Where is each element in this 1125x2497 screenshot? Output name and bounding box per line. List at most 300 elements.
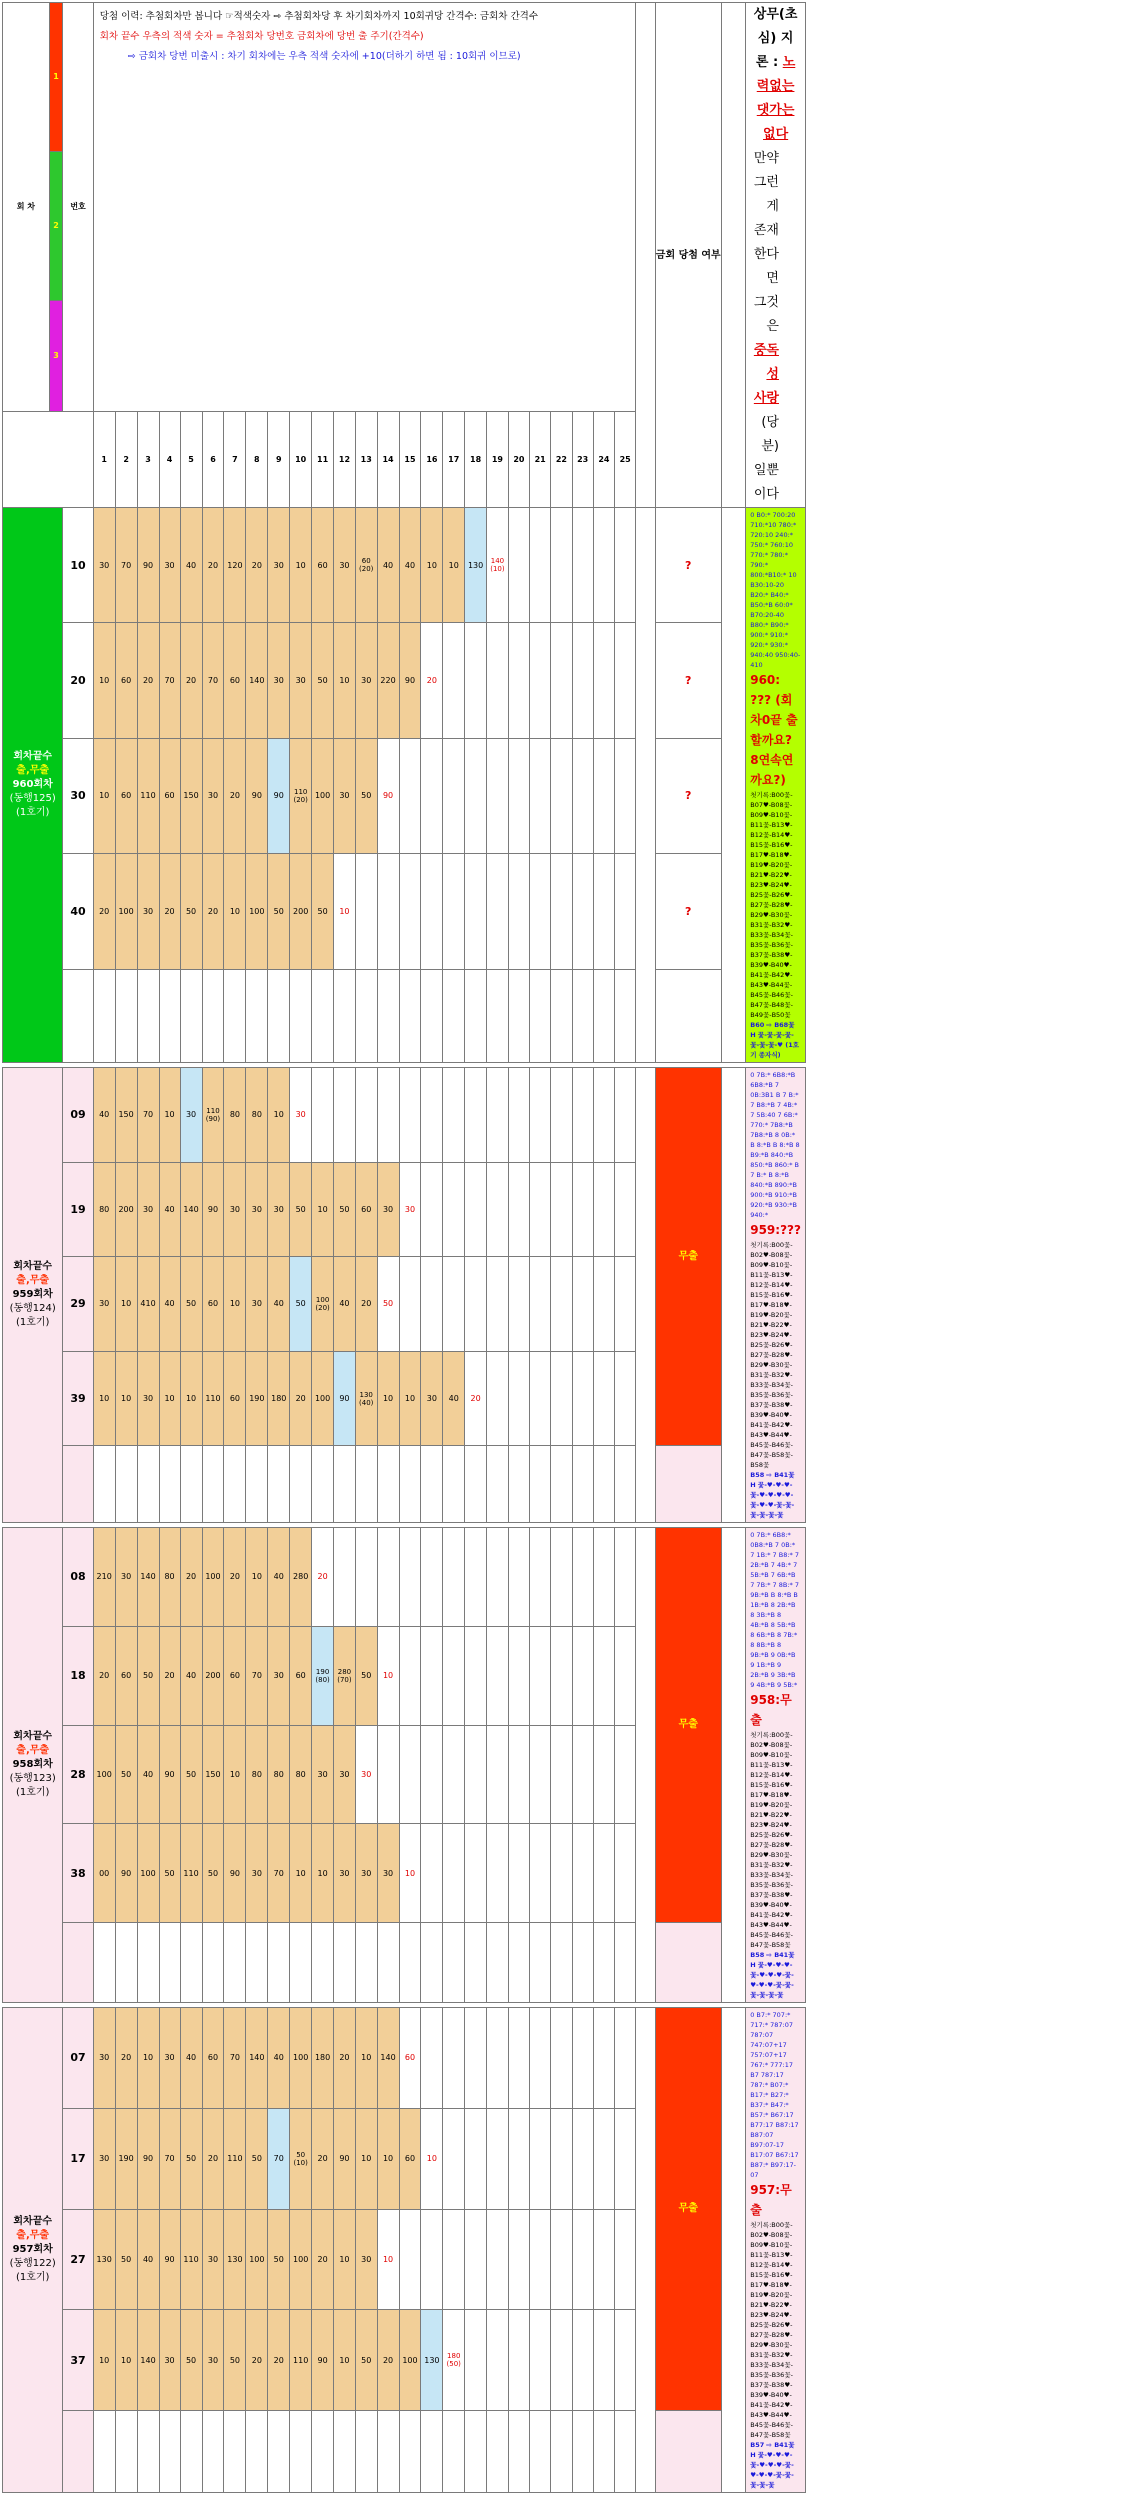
interval-cell: 70 — [159, 623, 180, 738]
empty-cell — [202, 2411, 224, 2493]
empty-cell — [593, 2209, 614, 2310]
empty-cell — [530, 1824, 551, 1923]
interval-cell: 50 — [268, 854, 290, 969]
empty-cell — [530, 1528, 551, 1627]
interval-cell: 20 — [202, 854, 224, 969]
status-blank — [655, 1446, 721, 1523]
empty-cell — [487, 1446, 509, 1523]
block-label-line: 959회차 — [3, 1288, 62, 1302]
block-label-line: 출,무출 — [3, 1744, 62, 1758]
interval-cell: 90 — [246, 738, 268, 853]
interval-cell: 30 — [290, 1068, 312, 1163]
interval-cell: 10 — [421, 2108, 443, 2209]
interval-cell: 20 — [246, 508, 268, 623]
empty-cell — [572, 623, 593, 738]
interval-cell: 10 — [377, 2108, 399, 2209]
empty-cell — [312, 1923, 334, 2003]
empty-cell — [399, 2209, 421, 2310]
empty-cell — [355, 854, 377, 969]
analysis-note — [746, 1068, 806, 1523]
note-top: 0 7B:* 6B8:*B 6B8:*B 7 0B:3B1 B 7 B:* 7 B8:*B 7 4B:* 7 5B:40 7 6B:* 770:* 7B8:*B 7B8:*B 8 0B:* B 8:*B B 8:*B 8 B9:*B 840:*B 850:*B 860:* B 7 B:* B 8:*B 840:*B 890:*B 900:*B 910:*B 920:*B 930:*B 940:* — [750, 1070, 801, 1220]
interval-cell: 140 — [377, 2008, 399, 2109]
spreadsheet — [0, 0, 1125, 692]
motto-line-2: 만약 그런게 존재한다면 — [752, 147, 799, 291]
interval-cell: 40 — [159, 1162, 180, 1257]
interval-cell: 140 — [246, 623, 268, 738]
interval-cell: 210 — [93, 1528, 115, 1627]
empty-cell — [399, 1923, 421, 2003]
empty-cell — [551, 623, 572, 738]
empty-cell — [615, 1626, 636, 1725]
spacer — [721, 2008, 746, 2493]
interval-cell: 50 — [115, 1725, 137, 1824]
interval-cell: 30 — [159, 2008, 180, 2109]
block-label-line: (동행122) — [3, 2257, 62, 2271]
empty-cell — [268, 969, 290, 1062]
interval-cell: 60 (20) — [355, 508, 377, 623]
empty-cell — [224, 1923, 246, 2003]
interval-cell: 90 — [137, 508, 159, 623]
interval-cell: 10 — [224, 1257, 246, 1352]
empty-cell — [377, 854, 399, 969]
interval-cell: 30 — [246, 1824, 268, 1923]
interval-cell: 50 — [180, 2108, 202, 2209]
interval-cell: 50 — [159, 1824, 180, 1923]
interval-cell: 100 — [246, 2209, 268, 2310]
empty-cell — [377, 1923, 399, 2003]
empty-cell — [465, 623, 487, 738]
empty-cell — [530, 2108, 551, 2209]
interval-cell: 110 — [290, 2310, 312, 2411]
interval-cell: 30 — [93, 508, 115, 623]
interval-cell: 80 — [246, 1725, 268, 1824]
empty-cell — [487, 1068, 509, 1163]
empty-cell — [290, 1923, 312, 2003]
spacer — [721, 3, 746, 508]
interval-cell: 10 — [93, 738, 115, 853]
interval-cell: 10 — [421, 508, 443, 623]
info-panel — [93, 3, 636, 412]
interval-cell: 190 — [246, 1351, 268, 1446]
indicator-2: 2 — [49, 151, 63, 300]
empty-cell — [615, 1725, 636, 1824]
interval-cell: 20 — [355, 1257, 377, 1352]
col-number: 20 — [508, 411, 529, 507]
interval-cell: 60 — [115, 1626, 137, 1725]
col-number: 14 — [377, 411, 399, 507]
empty-cell — [399, 854, 421, 969]
empty-cell — [355, 1528, 377, 1627]
block-label-line: 출,무출 — [3, 764, 62, 778]
status-blank — [655, 2411, 721, 2493]
block-label-line: (1호기) — [3, 806, 62, 820]
empty-cell — [180, 1923, 202, 2003]
empty-cell — [377, 1446, 399, 1523]
empty-cell — [137, 969, 159, 1062]
empty-cell — [530, 2008, 551, 2109]
interval-cell: 50 (10) — [290, 2108, 312, 2209]
indicator-3: 3 — [49, 300, 63, 411]
interval-cell: 180 — [312, 2008, 334, 2109]
empty-cell — [593, 1351, 614, 1446]
empty-cell — [465, 2310, 487, 2411]
empty-cell — [593, 738, 614, 853]
status-question: ? — [655, 854, 721, 969]
empty-cell — [508, 1351, 529, 1446]
interval-cell: 40 — [137, 1725, 159, 1824]
empty-cell — [530, 854, 551, 969]
empty-cell — [615, 2310, 636, 2411]
interval-cell: 60 — [399, 2008, 421, 2109]
interval-cell: 30 — [93, 1257, 115, 1352]
empty-cell — [137, 2411, 159, 2493]
interval-cell: 50 — [355, 2310, 377, 2411]
interval-cell: 50 — [137, 1626, 159, 1725]
info-line-3: ⇨ 금회차 당번 미출시 : 차기 회차에는 우측 적색 숫자에 +10(더하기 하면 됨 : 10회귀 이므로) — [100, 47, 630, 67]
empty-cell — [487, 2310, 509, 2411]
row-number: 28 — [63, 1725, 93, 1824]
interval-cell: 50 — [290, 1257, 312, 1352]
block-label — [3, 508, 63, 1063]
interval-cell: 90 — [224, 1824, 246, 1923]
interval-cell: 10 — [93, 623, 115, 738]
col-number: 22 — [551, 411, 572, 507]
empty-cell — [615, 1446, 636, 1523]
motto-highlight: 노력없는 댓가는 없다 — [757, 55, 796, 142]
empty-cell — [421, 1626, 443, 1725]
empty-cell — [246, 969, 268, 1062]
block-label-line: 회차끝수 — [3, 1260, 62, 1274]
empty-cell — [572, 1257, 593, 1352]
interval-cell: 60 — [202, 1257, 224, 1352]
row-number-blank — [63, 969, 93, 1062]
empty-cell — [377, 1528, 399, 1627]
empty-cell — [508, 738, 529, 853]
empty-cell — [443, 623, 465, 738]
empty-cell — [443, 2209, 465, 2310]
interval-cell: 100 — [290, 2209, 312, 2310]
interval-cell: 70 — [224, 2008, 246, 2109]
interval-cell: 80 — [93, 1162, 115, 1257]
row-number-blank — [63, 1446, 93, 1523]
col-number: 24 — [593, 411, 614, 507]
block-label-line: 출,무출 — [3, 2229, 62, 2243]
interval-cell: 20 — [268, 2310, 290, 2411]
interval-cell: 30 — [246, 1257, 268, 1352]
status-question: ? — [655, 508, 721, 623]
interval-cell: 90 — [159, 1725, 180, 1824]
interval-cell: 50 — [224, 2310, 246, 2411]
interval-cell: 20 — [202, 508, 224, 623]
empty-cell — [377, 2411, 399, 2493]
empty-cell — [593, 2411, 614, 2493]
spacer — [636, 1068, 655, 1523]
interval-cell: 150 — [202, 1725, 224, 1824]
info-line-2: 회차 끝수 우측의 적색 숫자 = 추첨회차 당번호 금회차에 당번 출 주기(간격수) — [100, 27, 630, 47]
empty-cell — [615, 1528, 636, 1627]
motto-line-3 — [752, 291, 799, 507]
empty-cell — [572, 1068, 593, 1163]
empty-cell — [137, 1446, 159, 1523]
hoecha-label: 회 차 — [3, 3, 50, 412]
interval-cell: 20 — [137, 623, 159, 738]
row-number: 27 — [63, 2209, 93, 2310]
interval-cell: 30 — [421, 1351, 443, 1446]
indicator-1: 1 — [49, 3, 63, 152]
interval-cell: 30 — [312, 1725, 334, 1824]
empty-cell — [443, 2008, 465, 2109]
interval-cell: 90 — [115, 1824, 137, 1923]
empty-cell — [551, 2209, 572, 2310]
empty-cell — [615, 1162, 636, 1257]
empty-cell — [508, 1923, 529, 2003]
empty-cell — [551, 1626, 572, 1725]
interval-cell: 50 — [115, 2209, 137, 2310]
interval-cell: 100 — [93, 1725, 115, 1824]
interval-cell: 70 — [268, 2108, 290, 2209]
col-number: 10 — [290, 411, 312, 507]
interval-cell: 40 — [334, 1257, 356, 1352]
empty-cell — [593, 508, 614, 623]
empty-cell — [487, 1162, 509, 1257]
note-tail: B58 ⇨ B41꽃 H 꽃-♥-♥-♥-꽃-♥-♥-♥-♥-꽃-♥-♥-꽃-꽃-꽃-꽃-꽃-꽃 — [750, 1470, 801, 1520]
interval-cell: 100 — [137, 1824, 159, 1923]
empty-cell — [530, 2411, 551, 2493]
interval-cell: 220 — [377, 623, 399, 738]
interval-cell: 150 — [115, 1068, 137, 1163]
col-number: 17 — [443, 411, 465, 507]
empty-cell — [421, 1162, 443, 1257]
note-body: 첫기록:B00꽃-B02♥-B08꽃-B09♥-B10꽃-B11꽃-B13♥-B12꽃-B14♥-B15꽃-B16♥-B17♥-B18♥-B19♥-B20꽃-B21♥-B22♥-B23♥-B24♥-B25꽃-B26♥-B27꽃-B28♥-B29♥-B30꽃-B31꽃-B32♥-B33꽃-B34꽃-B35꽃-B36꽃-B37꽃-B38♥-B39♥-B40♥-B41꽃-B42♥-B43♥-B44♥-B45꽃-B46꽃-B47꽃-B58꽃 — [750, 1730, 801, 1950]
interval-cell: 100 — [115, 854, 137, 969]
note-top: 0 B7:* 707:* 717:* 787:07 787:07 747:07+17 757:07+17 767:* 777:17 B7 787:17 787:* B07:* B17:* B27:* B37:* B47:* B57:* B67:17 B77:17 B87:17 B87:07 B97:07-17 B17:07 B67:17 B87:* B97:17-07 — [750, 2010, 801, 2180]
empty-cell — [487, 969, 509, 1062]
interval-cell: 10 — [224, 1725, 246, 1824]
interval-cell: 50 — [312, 854, 334, 969]
interval-cell: 40 — [93, 1068, 115, 1163]
interval-cell: 10 — [93, 2310, 115, 2411]
empty-cell — [615, 1824, 636, 1923]
empty-cell — [180, 1446, 202, 1523]
empty-cell — [530, 1351, 551, 1446]
interval-cell: 20 — [312, 2108, 334, 2209]
empty-cell — [615, 738, 636, 853]
interval-cell: 10 — [312, 1824, 334, 1923]
interval-cell: 40 — [137, 2209, 159, 2310]
interval-cell: 30 — [355, 623, 377, 738]
interval-cell: 40 — [268, 2008, 290, 2109]
empty-cell — [508, 1162, 529, 1257]
col-number: 3 — [137, 411, 159, 507]
interval-cell: 20 — [290, 1351, 312, 1446]
block-label-line: 958회차 — [3, 1758, 62, 1772]
interval-cell: 70 — [159, 2108, 180, 2209]
analysis-note — [746, 1528, 806, 2003]
empty-cell — [159, 1923, 180, 2003]
interval-cell: 100 — [290, 2008, 312, 2109]
empty-cell — [465, 1162, 487, 1257]
empty-cell — [615, 508, 636, 623]
empty-cell — [399, 1528, 421, 1627]
empty-cell — [421, 2411, 443, 2493]
block-label-line: (1호기) — [3, 1316, 62, 1330]
interval-cell: 30 — [202, 2310, 224, 2411]
empty-cell — [290, 2411, 312, 2493]
block-label-line: 출,무출 — [3, 1274, 62, 1288]
interval-cell: 10 — [312, 1162, 334, 1257]
empty-cell — [355, 1446, 377, 1523]
empty-cell — [465, 1528, 487, 1627]
interval-cell: 70 — [202, 623, 224, 738]
interval-cell: 20 — [159, 1626, 180, 1725]
empty-cell — [465, 1068, 487, 1163]
empty-cell — [572, 1351, 593, 1446]
empty-cell — [593, 623, 614, 738]
empty-cell — [465, 2108, 487, 2209]
empty-cell — [508, 623, 529, 738]
block-label-line: (동행124) — [3, 1302, 62, 1316]
interval-cell: 30 — [334, 738, 356, 853]
row-number: 38 — [63, 1824, 93, 1923]
interval-cell: 40 — [268, 1257, 290, 1352]
empty-cell — [615, 2411, 636, 2493]
interval-cell: 50 — [377, 1257, 399, 1352]
block-separator — [3, 2493, 1125, 2497]
col-number: 6 — [202, 411, 224, 507]
interval-cell: 100 — [312, 738, 334, 853]
interval-cell: 130 (40) — [355, 1351, 377, 1446]
row-number: 20 — [63, 623, 93, 738]
motto-prefix-2: 그것은 — [754, 295, 779, 334]
row-number: 30 — [63, 738, 93, 853]
empty-cell — [377, 1068, 399, 1163]
empty-cell — [508, 508, 529, 623]
interval-cell: 30 — [377, 1824, 399, 1923]
empty-cell — [572, 2411, 593, 2493]
col-number: 23 — [572, 411, 593, 507]
note-tail: B58 ⇨ B41꽃 H 꽃-♥-♥-♥-꽃-♥-♥-♥-꽃-♥-♥-♥-꽃-꽃-꽃-꽃-꽃-꽃 — [750, 1950, 801, 2000]
interval-cell: 140 — [137, 1528, 159, 1627]
empty-cell — [551, 1824, 572, 1923]
interval-cell: 20 — [465, 1351, 487, 1446]
empty-cell — [421, 1068, 443, 1163]
empty-cell — [508, 2209, 529, 2310]
interval-cell: 50 — [312, 623, 334, 738]
interval-cell: 20 — [159, 854, 180, 969]
interval-cell: 30 — [137, 854, 159, 969]
empty-cell — [334, 969, 356, 1062]
empty-cell — [443, 1626, 465, 1725]
interval-cell: 90 — [334, 2108, 356, 2209]
interval-cell: 60 — [224, 623, 246, 738]
interval-cell: 90 — [399, 623, 421, 738]
empty-cell — [421, 1923, 443, 2003]
empty-cell — [551, 508, 572, 623]
interval-cell: 200 — [290, 854, 312, 969]
interval-cell: 30 — [268, 1626, 290, 1725]
interval-cell: 40 — [180, 2008, 202, 2109]
status-question: ? — [655, 623, 721, 738]
empty-cell — [615, 854, 636, 969]
status-blank — [655, 969, 721, 1062]
empty-cell — [399, 1725, 421, 1824]
interval-cell: 80 — [159, 1528, 180, 1627]
interval-cell: 10 — [159, 1068, 180, 1163]
interval-cell: 110 (20) — [290, 738, 312, 853]
empty-cell — [465, 1824, 487, 1923]
beonho-label: 번호 — [63, 3, 93, 412]
interval-cell: 190 — [115, 2108, 137, 2209]
empty-cell — [290, 969, 312, 1062]
interval-cell: 30 — [202, 738, 224, 853]
empty-cell — [487, 2108, 509, 2209]
spacer — [636, 508, 655, 1063]
empty-cell — [551, 2008, 572, 2109]
interval-cell: 110 — [180, 1824, 202, 1923]
interval-cell: 100 — [312, 1351, 334, 1446]
empty-cell — [443, 1725, 465, 1824]
spacer — [636, 2008, 655, 2493]
empty-cell — [572, 2008, 593, 2109]
empty-cell — [224, 1446, 246, 1523]
row-number: 10 — [63, 508, 93, 623]
empty-cell — [355, 1068, 377, 1163]
status-blank — [655, 1923, 721, 2003]
empty-cell — [551, 1162, 572, 1257]
empty-cell — [593, 1824, 614, 1923]
empty-cell — [268, 1923, 290, 2003]
note-tail: B60 ⇨ B68꽃 H 꽃-꽃-꽃-꽃-꽃-꽃-꽃-♥ (1호기 종자식) — [750, 1020, 801, 1060]
empty-cell — [312, 2411, 334, 2493]
empty-cell — [465, 854, 487, 969]
interval-cell: 200 — [202, 1626, 224, 1725]
interval-cell: 110 — [137, 738, 159, 853]
interval-cell: 40 — [180, 1626, 202, 1725]
empty-cell — [487, 623, 509, 738]
interval-cell: 40 — [399, 508, 421, 623]
empty-cell — [508, 854, 529, 969]
empty-cell — [399, 1626, 421, 1725]
empty-cell — [312, 1068, 334, 1163]
empty-cell — [593, 1626, 614, 1725]
empty-cell — [246, 1446, 268, 1523]
empty-cell — [615, 1351, 636, 1446]
empty-cell — [593, 1528, 614, 1627]
block-label-line: (동행123) — [3, 1772, 62, 1786]
empty-cell — [593, 1162, 614, 1257]
interval-cell: 20 — [224, 738, 246, 853]
empty-cell — [572, 2310, 593, 2411]
empty-cell — [508, 1528, 529, 1627]
interval-cell: 10 — [377, 2209, 399, 2310]
lotto-history-table — [2, 2, 1125, 2497]
interval-cell: 10 — [334, 2209, 356, 2310]
empty-cell — [572, 1528, 593, 1627]
empty-cell — [421, 2008, 443, 2109]
interval-cell: 30 — [159, 508, 180, 623]
empty-cell — [443, 738, 465, 853]
empty-cell — [572, 1162, 593, 1257]
empty-cell — [593, 1923, 614, 2003]
interval-cell: 100 — [246, 854, 268, 969]
interval-cell: 110 — [224, 2108, 246, 2209]
empty-cell — [530, 738, 551, 853]
note-body: 첫기록:B00꽃-B07♥-B08꽃-B09♥-B10꽃-B11꽃-B13♥-B12꽃-B14♥-B15꽃-B16♥-B17♥-B18♥-B19♥-B20꽃-B21♥-B22♥-B23♥-B24♥-B25꽃-B26♥-B27꽃-B28♥-B29♥-B30꽃-B31꽃-B32♥-B33꽃-B34꽃-B35꽃-B36꽃-B37꽃-B38♥-B39♥-B40♥-B41꽃-B42♥-B43♥-B44꽃-B45꽃-B46꽃-B47꽃-B48꽃-B49꽃-B50꽃 — [750, 790, 801, 1020]
block-label-line: 회차끝수 — [3, 1730, 62, 1744]
motto-panel — [746, 3, 806, 508]
interval-cell: 30 — [93, 2008, 115, 2109]
empty-cell — [487, 1257, 509, 1352]
